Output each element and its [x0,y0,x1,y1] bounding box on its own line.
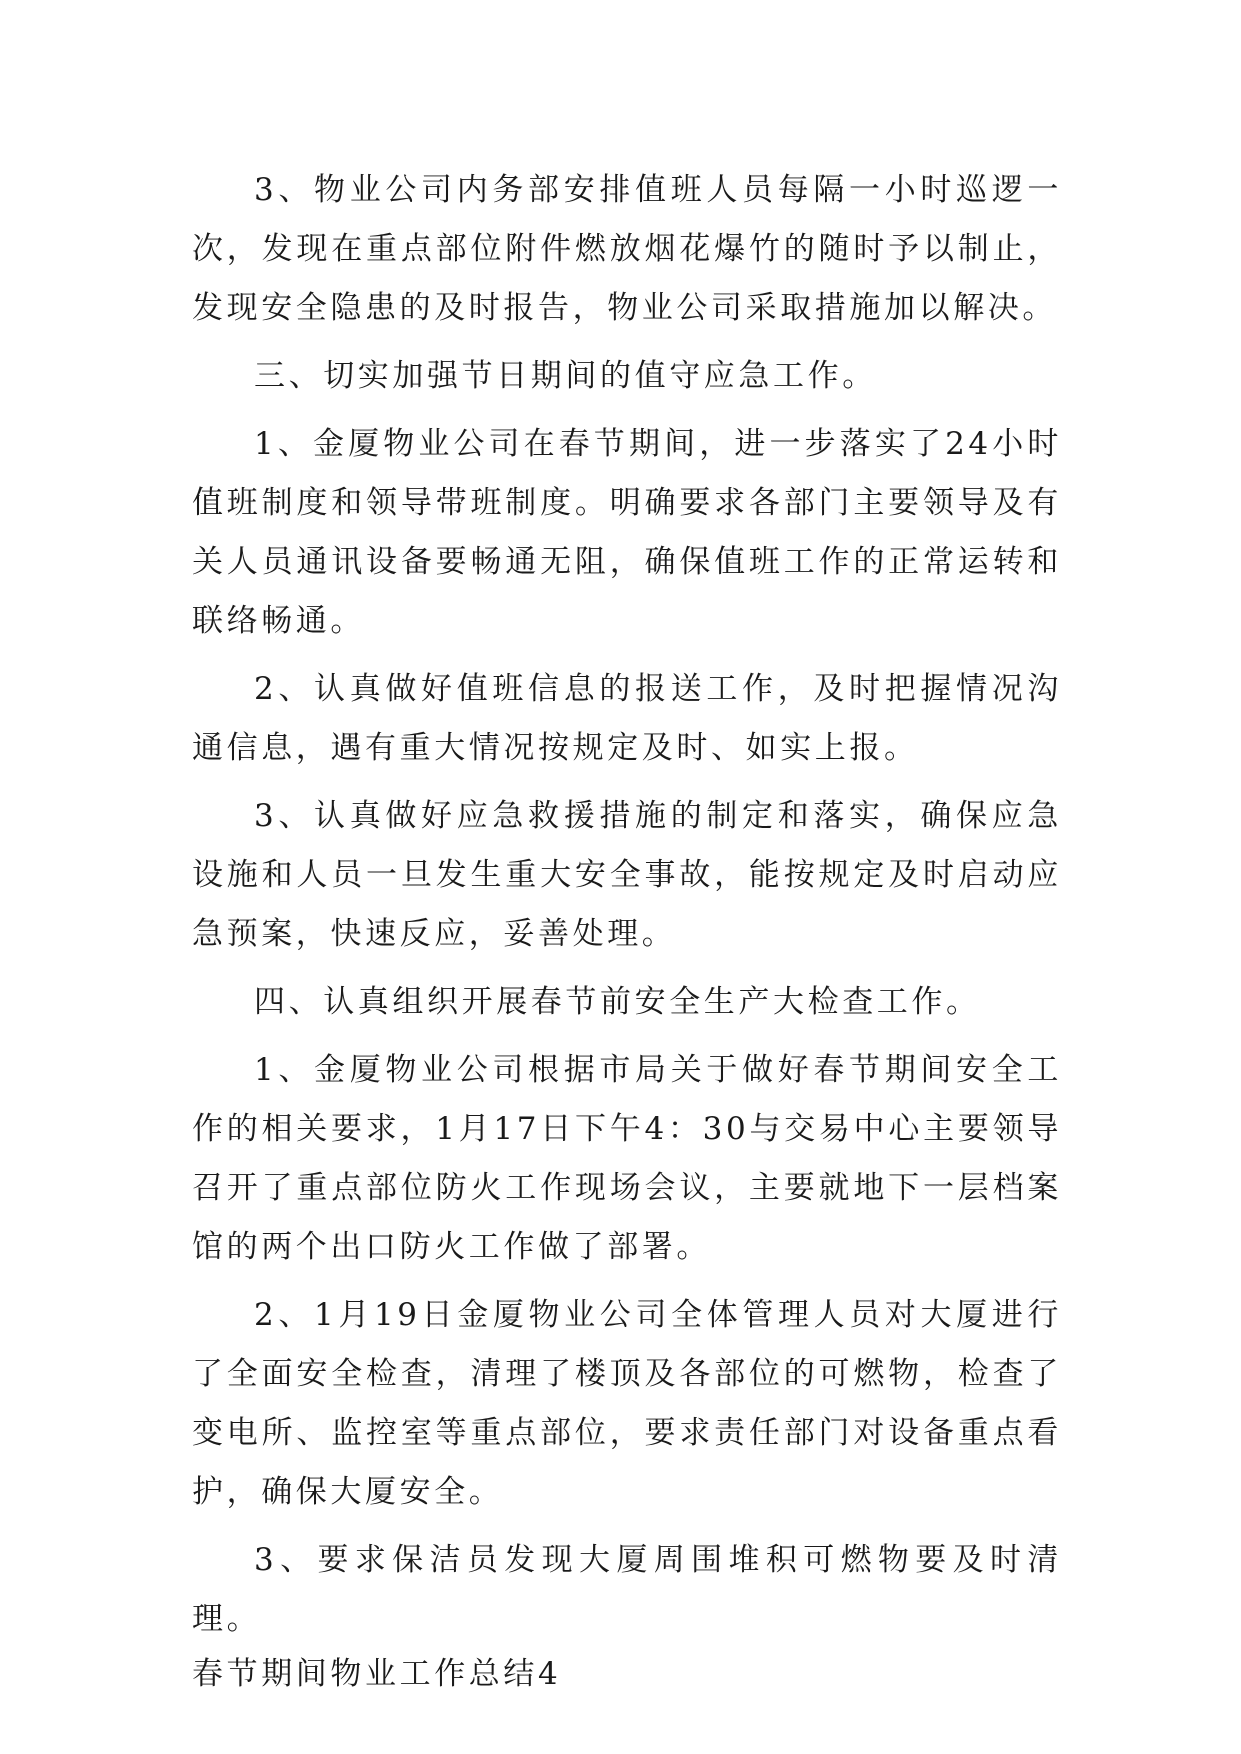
section-heading-4: 四、认真组织开展春节前安全生产大检查工作。 [254,984,981,1020]
paragraph-emergency: 3、认真做好应急救援措施的制定和落实，确保应急设施和人员一旦发生重大安全事故，能按规定及时启动应急预案，快速反应，妥善处理。 [192,798,1062,952]
paragraph-patrol: 3、物业公司内务部安排值班人员每隔一小时巡逻一次，发现在重点部位附件燃放烟花爆竹的随时予以制止，发现安全隐患的及时报告，物业公司采取措施加以解决。 [192,172,1062,326]
paragraph-duty-system: 1、金厦物业公司在春节期间，进一步落实了24小时值班制度和领导带班制度。明确要求各部门主要领导及有关人员通讯设备要畅通无阻，确保值班工作的正常运转和联络畅通。 [192,426,1062,639]
document-body [192,161,1062,1713]
paragraph-fire-meeting: 1、金厦物业公司根据市局关于做好春节期间安全工作的相关要求，1月17日下午4：30与交易中心主要领导召开了重点部位防火工作现场会议，主要就地下一层档案馆的两个出口防火工作做了部署。 [192,1052,1062,1265]
paragraph-duty-info: 2、认真做好值班信息的报送工作，及时把握情况沟通信息，遇有重大情况按规定及时、如实上报。 [192,671,1062,766]
paragraph-cleaning: 3、要求保洁员发现大厦周围堆积可燃物要及时清理。 [192,1542,1062,1637]
next-article-title: 春节期间物业工作总结4 [192,1656,562,1692]
paragraph-safety-check: 2、1月19日金厦物业公司全体管理人员对大厦进行了全面安全检查，清理了楼顶及各部位的可燃物，检查了变电所、监控室等重点部位，要求责任部门对设备重点看护，确保大厦安全。 [192,1297,1062,1510]
section-heading-3: 三、切实加强节日期间的值守应急工作。 [254,358,877,394]
